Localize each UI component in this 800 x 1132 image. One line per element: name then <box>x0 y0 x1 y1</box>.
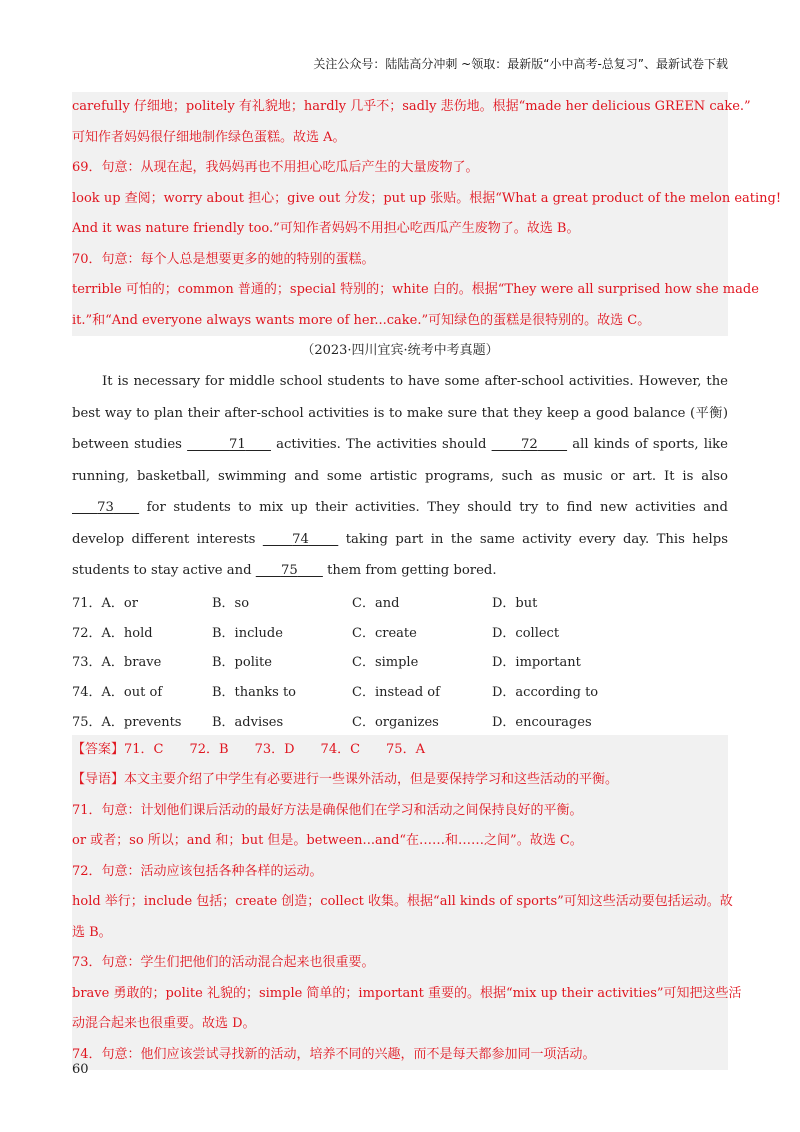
passage-text: It is necessary for middle school students to have some after-school activities. However, the best way to plan their after-school activities is to make sure that they keep a good balance (平衡) between studies <box>72 374 728 452</box>
passage-text: taking part in the same activity every day. This helps students to stay active and <box>72 531 728 578</box>
option-b: B．so <box>212 595 250 611</box>
option-d: D．encourages <box>492 714 592 730</box>
explanation-line: And it was nature friendly too.”可知作者妈妈不用担心吃西瓜产生废物了。故选 B。 <box>72 221 580 236</box>
option-c: C．simple <box>352 655 419 671</box>
blank-number: 75 <box>280 563 298 578</box>
answer-line: 选 B。 <box>72 924 112 940</box>
passage-text: for students to mix up their activities. They should try to find new activities and develop different interests <box>72 500 728 547</box>
answer-line: 73．句意：学生们把他们的活动混合起来也很重要。 <box>72 955 375 971</box>
answer-line: 【答案】71．C 72．B 73．D 74．C 75．A <box>72 741 425 757</box>
blank-72 <box>492 429 567 461</box>
explanation-line: 69．句意：从现在起，我妈妈再也不用担心吃瓜后产生的大量废物了。 <box>72 160 479 175</box>
option-row-72 <box>72 616 728 646</box>
explanation-line: it.”和“And everyone always wants more of her...cake.”可知绿色的蛋糕是很特别的。故选 C。 <box>72 312 651 328</box>
blank-number: 73 <box>97 500 114 515</box>
option-row-73 <box>72 646 728 676</box>
option-b: B．include <box>212 625 283 641</box>
option-row-71 <box>72 587 728 617</box>
cloze-passage <box>72 366 728 587</box>
page-number: 60 <box>72 1062 89 1077</box>
option-d: D．important <box>492 655 581 671</box>
answer-line: 72．句意：活动应该包括各种各样的运动。 <box>72 863 323 879</box>
option-b: B．advises <box>212 714 284 730</box>
option-a: 75．A．prevents <box>72 714 182 730</box>
option-a: 71．A．or <box>72 595 138 611</box>
option-d: D．according to <box>492 684 599 700</box>
explanation-line: 可知作者妈妈很仔细地制作绿色蛋糕。故选 A。 <box>72 129 346 145</box>
question-source: （2023·四川宜宾·统考中考真题） <box>301 343 499 358</box>
answer-line: brave 勇敢的；polite 礼貌的；simple 简单的；important 重要的。根据“mix up their activities”可知把这些活 <box>72 985 742 1001</box>
option-c: C．instead of <box>352 684 440 700</box>
option-a: 74．A．out of <box>72 684 163 700</box>
blank-75 <box>256 555 323 587</box>
answer-line: 【导语】本文主要介绍了中学生有必要进行一些课外活动，但是要保持学习和这些活动的平衡。 <box>72 772 619 788</box>
blank-73 <box>72 492 139 524</box>
answer-block <box>72 735 742 1071</box>
blank-number: 72 <box>520 437 538 452</box>
option-a: 72．A．hold <box>72 625 153 641</box>
passage-text: all kinds of sports, like running, basketball, swimming and some artistic programs, such as music or art. It is also <box>72 437 728 484</box>
option-a: 73．A．brave <box>72 655 162 671</box>
option-b: B．polite <box>212 655 272 671</box>
option-c: C．and <box>352 595 400 611</box>
answer-line: 74．句意：他们应该尝试寻找新的活动，培养不同的兴趣，而不是每天都参加同一项活动。 <box>72 1046 596 1062</box>
options-list <box>72 587 728 735</box>
option-row-74 <box>72 676 728 706</box>
blank-number: 71 <box>229 437 246 452</box>
option-c: C．create <box>352 625 417 641</box>
passage-text: them from getting bored. <box>327 563 497 578</box>
answer-line: 动混合起来也很重要。故选 D。 <box>72 1016 256 1032</box>
blank-74 <box>263 524 338 556</box>
option-d: D．but <box>492 595 538 611</box>
option-d: D．collect <box>492 625 560 641</box>
explanation-line: carefully 仔细地；politely 有礼貌地；hardly 几乎不；sadly 悲伤地。根据“made her delicious GREEN cake.” <box>72 99 751 114</box>
explanation-block-top <box>72 92 782 336</box>
passage-text: activities. The activities should <box>276 437 487 452</box>
explanation-line: terrible 可怕的；common 普通的；special 特别的；white 白的。根据“They were all surprised how she made <box>72 282 759 297</box>
blank-71 <box>187 429 271 461</box>
explanation-line: look up 查阅；worry about 担心；give out 分发；put up 张贴。根据“What a great product of the melon eating! <box>72 190 782 206</box>
option-b: B．thanks to <box>212 684 297 700</box>
page-content <box>72 92 782 1070</box>
answer-line: 71．句意：计划他们课后活动的最好方法是确保他们在学习和活动之间保持良好的平衡。 <box>72 802 583 818</box>
answer-line: hold 举行；include 包括；create 创造；collect 收集。根据“all kinds of sports”可知这些活动要包括运动。故 <box>72 894 733 910</box>
blank-number: 74 <box>292 531 309 547</box>
option-c: C．organizes <box>352 714 439 730</box>
answer-line: or 或者；so 所以；and 和；but 但是。between...and“在……和……之间”。故选 C。 <box>72 833 583 849</box>
page-header: 关注公众号：陆陆高分冲刺 ~领取：最新版“小中高考-总复习”、最新试卷下载 <box>313 57 728 71</box>
explanation-line: 70．句意：每个人总是想要更多的她的特别的蛋糕。 <box>72 251 375 267</box>
option-row-75 <box>72 705 728 735</box>
